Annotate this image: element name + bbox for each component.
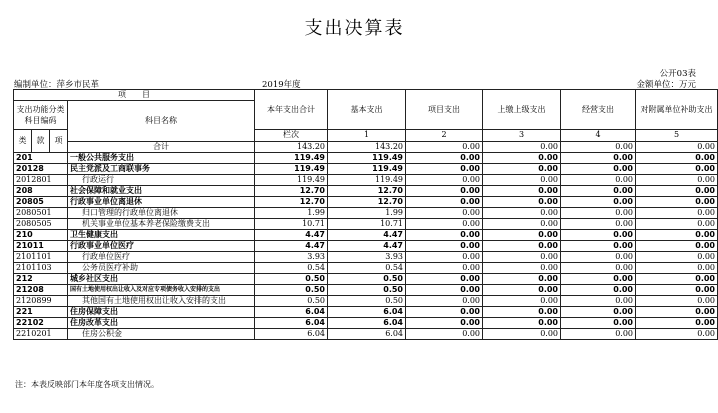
- amount-cell: 0.00: [561, 285, 636, 296]
- amount-cell: 0.00: [406, 186, 483, 197]
- amount-cell: 10.71: [255, 219, 328, 230]
- table-row: [14, 164, 718, 175]
- amount-cell: 0.00: [636, 186, 718, 197]
- table-row: [14, 230, 718, 241]
- subject-code: 2080501: [14, 208, 68, 219]
- amount-cell: 0.00: [636, 208, 718, 219]
- total-cell: 0.00: [406, 141, 483, 153]
- table-row: [14, 153, 718, 164]
- table-row: [14, 241, 718, 252]
- table-row: [14, 252, 718, 263]
- amount-cell: 119.49: [255, 153, 328, 164]
- amount-cell: 0.00: [561, 175, 636, 186]
- amount-cell: 0.00: [483, 186, 561, 197]
- amount-cell: 12.70: [255, 197, 328, 208]
- amount-cell: 0.00: [561, 274, 636, 285]
- amount-cell: 0.00: [636, 263, 718, 274]
- amount-cell: 0.00: [561, 263, 636, 274]
- amount-cell: 6.04: [328, 307, 406, 318]
- subject-code: 20128: [14, 164, 68, 175]
- amount-cell: 0.00: [483, 241, 561, 252]
- amount-cell: 0.00: [406, 263, 483, 274]
- expenditure-table: [13, 89, 718, 340]
- amount-cell: 0.00: [483, 153, 561, 164]
- amount-cell: 0.00: [483, 230, 561, 241]
- amount-cell: 12.70: [255, 186, 328, 197]
- total-cell: 0.00: [483, 141, 561, 153]
- amount-cell: 12.70: [328, 197, 406, 208]
- amount-cell: 0.00: [561, 318, 636, 329]
- table-row: [14, 285, 718, 296]
- footnote: 注：本表反映部门本年度各项支出情况。: [15, 380, 159, 389]
- amount-cell: 0.00: [406, 252, 483, 263]
- col-header-project: 项目支出: [406, 90, 483, 130]
- amount-cell: 0.00: [636, 274, 718, 285]
- amount-cell: 0.00: [561, 252, 636, 263]
- amount-cell: 0.00: [561, 241, 636, 252]
- subject-name: 住房保障支出: [68, 307, 255, 318]
- amount-cell: 0.50: [255, 296, 328, 307]
- amount-cell: 0.00: [636, 241, 718, 252]
- amount-cell: 0.00: [636, 296, 718, 307]
- amount-cell: 0.00: [406, 197, 483, 208]
- total-cell: 0.00: [636, 141, 718, 153]
- subject-name: 行政单位医疗: [68, 252, 255, 263]
- total-cell: 143.20: [328, 141, 406, 153]
- amount-cell: 0.00: [561, 307, 636, 318]
- table-row: [14, 219, 718, 230]
- amount-cell: 0.00: [483, 329, 561, 340]
- amount-cell: 0.00: [636, 230, 718, 241]
- amount-cell: 0.00: [636, 285, 718, 296]
- amount-cell: 6.04: [255, 318, 328, 329]
- subject-code: 208: [14, 186, 68, 197]
- amount-cell: 4.47: [328, 230, 406, 241]
- amount-cell: 3.93: [328, 252, 406, 263]
- amount-cell: 4.47: [255, 230, 328, 241]
- amount-cell: 0.00: [406, 175, 483, 186]
- amount-cell: 0.00: [406, 274, 483, 285]
- amount-cell: 0.50: [328, 285, 406, 296]
- subject-code: 2210201: [14, 329, 68, 340]
- amount-cell: 0.00: [636, 307, 718, 318]
- col-header-basic: 基本支出: [328, 90, 406, 130]
- subject-code: 212: [14, 274, 68, 285]
- total-label: 合计: [68, 141, 255, 153]
- subject-code: 22102: [14, 318, 68, 329]
- item-header: 项 目: [14, 90, 255, 101]
- amount-cell: 0.00: [406, 230, 483, 241]
- amount-cell: 0.00: [406, 241, 483, 252]
- amount-cell: 6.04: [255, 307, 328, 318]
- code-header: 支出功能分类科目编码: [14, 101, 68, 130]
- total-cell: 143.20: [255, 141, 328, 153]
- subject-name: 行政事业单位医疗: [68, 241, 255, 252]
- amount-cell: 0.00: [636, 197, 718, 208]
- subject-code: 2101101: [14, 252, 68, 263]
- amount-cell: 0.00: [636, 252, 718, 263]
- table-row: [14, 263, 718, 274]
- col-num-1: 1: [328, 130, 406, 142]
- amount-cell: 119.49: [328, 175, 406, 186]
- page-title: 支出决算表: [304, 18, 405, 39]
- col-num-3: 3: [483, 130, 561, 142]
- table-row: [14, 186, 718, 197]
- lei-header: 类: [14, 130, 32, 153]
- amount-cell: 0.00: [561, 208, 636, 219]
- amount-cell: 119.49: [255, 164, 328, 175]
- amount-cell: 119.49: [328, 153, 406, 164]
- kuan-header: 款: [32, 130, 50, 153]
- amount-cell: 0.00: [561, 219, 636, 230]
- subject-name: 行政运行: [68, 175, 255, 186]
- table-row: [14, 175, 718, 186]
- subject-name: 城乡社区支出: [68, 274, 255, 285]
- table-row: [14, 329, 718, 340]
- subject-name: 住房公积金: [68, 329, 255, 340]
- amount-cell: 0.00: [636, 153, 718, 164]
- subject-name: 归口管理的行政单位离退休: [68, 208, 255, 219]
- table-row: [14, 197, 718, 208]
- amount-cell: 0.00: [483, 296, 561, 307]
- amount-cell: 0.00: [561, 164, 636, 175]
- subject-name: 卫生健康支出: [68, 230, 255, 241]
- amount-cell: 12.70: [328, 186, 406, 197]
- amount-cell: 0.50: [255, 274, 328, 285]
- subject-code: 201: [14, 153, 68, 164]
- col-num-2: 2: [406, 130, 483, 142]
- subject-code: 210: [14, 230, 68, 241]
- col-num-5: 5: [636, 130, 718, 142]
- table-row: [14, 307, 718, 318]
- col-header-operating: 经营支出: [561, 90, 636, 130]
- amount-cell: 0.00: [483, 197, 561, 208]
- amount-cell: 0.54: [255, 263, 328, 274]
- subject-code: 20805: [14, 197, 68, 208]
- amount-cell: 0.54: [328, 263, 406, 274]
- fiscal-year: 2019年度: [262, 80, 301, 90]
- xiang-header: 项: [50, 130, 68, 153]
- table-row: [14, 274, 718, 285]
- amount-cell: 0.00: [406, 318, 483, 329]
- total-cell: 0.00: [561, 141, 636, 153]
- amount-cell: 0.00: [561, 329, 636, 340]
- amount-cell: 0.00: [561, 296, 636, 307]
- amount-cell: 0.00: [561, 230, 636, 241]
- subject-code: 21208: [14, 285, 68, 296]
- amount-cell: 0.00: [636, 164, 718, 175]
- amount-cell: 6.04: [255, 329, 328, 340]
- amount-cell: 0.00: [483, 263, 561, 274]
- compiling-unit: 编制单位：萍乡市民革: [14, 80, 100, 90]
- amount-cell: 0.00: [483, 274, 561, 285]
- amount-cell: 0.00: [406, 307, 483, 318]
- amount-cell: 3.93: [255, 252, 328, 263]
- amount-cell: 0.00: [483, 175, 561, 186]
- amount-cell: 0.00: [483, 164, 561, 175]
- col-header-subsidy: 对附属单位补助支出: [636, 90, 718, 130]
- amount-cell: 119.49: [255, 175, 328, 186]
- amount-cell: 0.00: [636, 318, 718, 329]
- amount-cell: 0.00: [483, 208, 561, 219]
- subject-code: 2012801: [14, 175, 68, 186]
- amount-cell: 119.49: [328, 164, 406, 175]
- amount-cell: 0.00: [406, 164, 483, 175]
- amount-cell: 0.50: [328, 274, 406, 285]
- amount-cell: 0.00: [406, 219, 483, 230]
- subject-name: 民主党派及工商联事务: [68, 164, 255, 175]
- amount-cell: 0.00: [483, 307, 561, 318]
- subject-code: 2101103: [14, 263, 68, 274]
- amount-cell: 1.99: [255, 208, 328, 219]
- amount-cell: 0.00: [406, 285, 483, 296]
- amount-cell: 0.00: [483, 285, 561, 296]
- col-num-4: 4: [561, 130, 636, 142]
- amount-cell: 4.47: [328, 241, 406, 252]
- subject-name: 公务员医疗补助: [68, 263, 255, 274]
- table-row: [14, 296, 718, 307]
- amount-cell: 0.00: [483, 252, 561, 263]
- subject-code: 2080505: [14, 219, 68, 230]
- amount-cell: 0.50: [255, 285, 328, 296]
- col-header-total: 本年支出合计: [255, 90, 328, 130]
- amount-cell: 0.00: [561, 153, 636, 164]
- subject-code: 2120899: [14, 296, 68, 307]
- subject-name: 国有土地使用权出让收入及对应专项债务收入安排的支出: [68, 285, 255, 296]
- name-header: 科目名称: [68, 101, 255, 142]
- table-row: [14, 318, 718, 329]
- amount-cell: 6.04: [328, 318, 406, 329]
- amount-cell: 0.00: [406, 208, 483, 219]
- subject-code: 221: [14, 307, 68, 318]
- amount-cell: 0.00: [483, 318, 561, 329]
- total-row: [14, 141, 718, 153]
- amount-cell: 0.00: [406, 153, 483, 164]
- amount-cell: 0.00: [561, 186, 636, 197]
- subject-name: 社会保障和就业支出: [68, 186, 255, 197]
- amount-cell: 10.71: [328, 219, 406, 230]
- amount-cell: 0.00: [636, 175, 718, 186]
- form-number: 公开03表: [659, 69, 696, 79]
- amount-cell: 0.00: [561, 197, 636, 208]
- subject-name: 一般公共服务支出: [68, 153, 255, 164]
- amount-unit: 金额单位：万元: [636, 80, 696, 90]
- lanci-label: 栏次: [255, 130, 328, 142]
- subject-code: 21011: [14, 241, 68, 252]
- amount-cell: 0.00: [483, 219, 561, 230]
- amount-cell: 6.04: [328, 329, 406, 340]
- subject-name: 住房改革支出: [68, 318, 255, 329]
- amount-cell: 0.00: [406, 296, 483, 307]
- subject-name: 机关事业单位基本养老保险缴费支出: [68, 219, 255, 230]
- col-header-upper: 上缴上级支出: [483, 90, 561, 130]
- table-row: [14, 208, 718, 219]
- subject-name: 行政事业单位离退休: [68, 197, 255, 208]
- amount-cell: 0.00: [636, 219, 718, 230]
- amount-cell: 0.00: [406, 329, 483, 340]
- subject-name: 其他国有土地使用权出让收入安排的支出: [68, 296, 255, 307]
- amount-cell: 0.00: [636, 329, 718, 340]
- amount-cell: 1.99: [328, 208, 406, 219]
- amount-cell: 0.50: [328, 296, 406, 307]
- amount-cell: 4.47: [255, 241, 328, 252]
